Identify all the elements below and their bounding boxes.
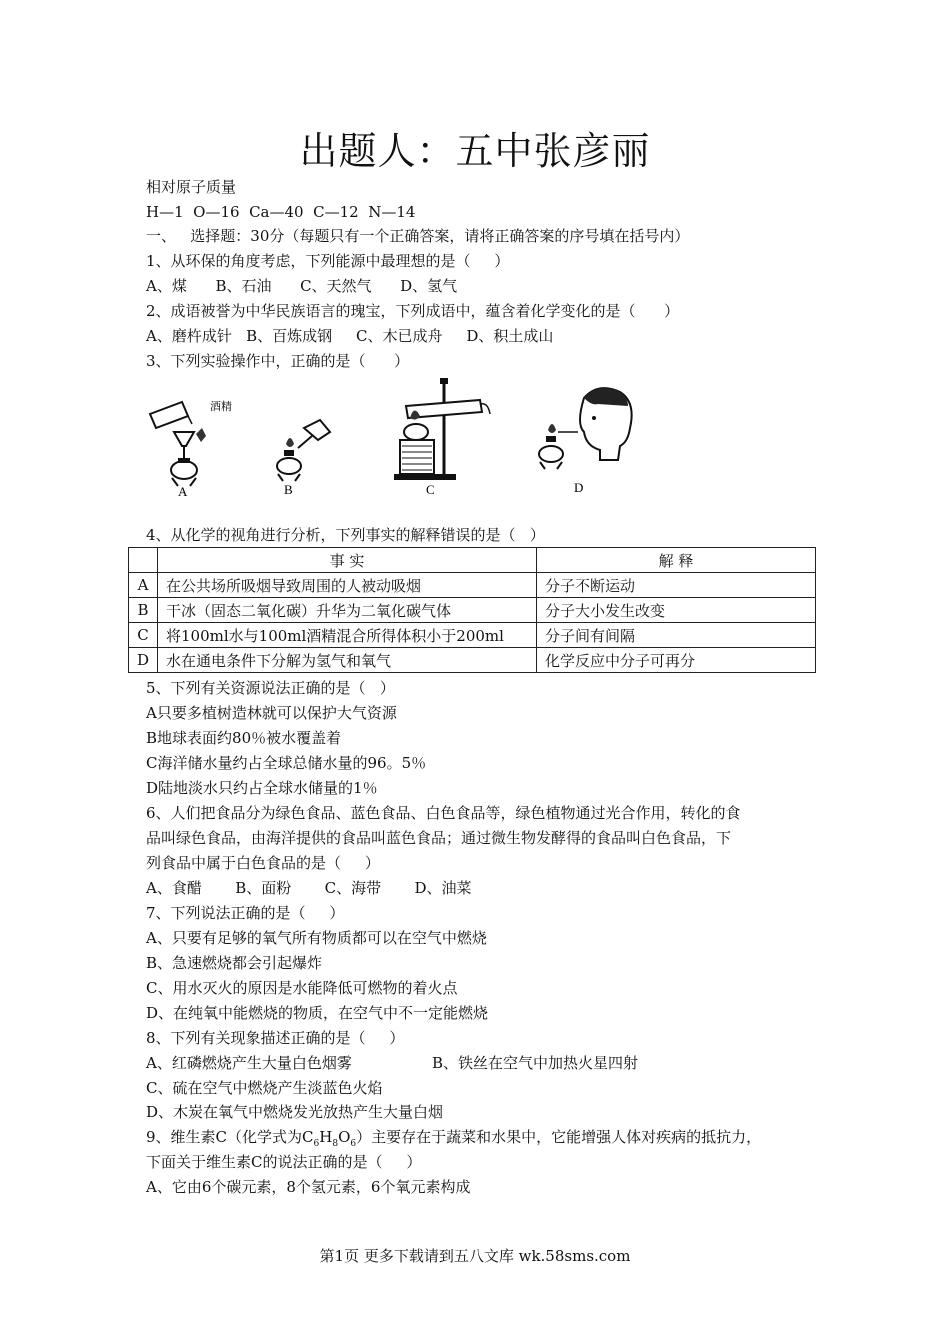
question-5-option-b: B地球表面约80％被水覆盖着 <box>146 729 342 747</box>
table-header-row <box>129 548 816 573</box>
question-7-option-d: D、在纯氧中能燃烧的物质，在空气中不一定能燃烧 <box>146 1004 489 1022</box>
row-index: B <box>129 598 158 623</box>
lab-operations-figure <box>144 374 644 502</box>
question-4: 4、从化学的视角进行分析，下列事实的解释错误的是（ ） <box>146 526 545 544</box>
question-1: 1、从环保的角度考虑，下列能源中最理想的是（ ） <box>146 252 510 270</box>
question-6-line-1: 6、人们把食品分为绿色食品、蓝色食品、白色食品等，绿色植物通过光合作用，转化的食 <box>146 804 741 822</box>
q9-sub-o: 6 <box>350 1139 357 1149</box>
atomic-mass-values: H—1 O—16 Ca—40 C—12 N—14 <box>146 203 416 221</box>
table-header-index <box>129 548 158 573</box>
section-heading: 一、 选择题：30分（每题只有一个正确答案，请将正确答案的序号填在括号内） <box>146 227 690 245</box>
question-6-line-3: 列食品中属于白色食品的是（ ） <box>146 854 380 872</box>
row-index: D <box>129 648 158 673</box>
figure-d-blowing-out-lamp <box>539 388 632 495</box>
row-fact: 干冰（固态二氧化碳）升华为二氧化碳气体 <box>158 598 537 623</box>
question-5-option-a: A只要多植树造林就可以保护大气资源 <box>146 704 397 722</box>
figure-a-pouring-alcohol <box>150 399 232 499</box>
figure-c-heating-test-tube <box>394 378 490 497</box>
table-header-explain: 解 释 <box>537 548 816 573</box>
row-explain: 分子大小发生改变 <box>537 598 816 623</box>
q9-sub-h: 8 <box>332 1139 339 1149</box>
table-row <box>129 573 816 598</box>
row-index: C <box>129 623 158 648</box>
question-9-line-2: 下面关于维生素C的说法正确的是（ ） <box>146 1153 422 1171</box>
table-row <box>129 648 816 673</box>
question-7-option-a: A、只要有足够的氧气所有物质都可以在空气中燃烧 <box>146 929 487 947</box>
row-explain: 分子间有间隔 <box>537 623 816 648</box>
q9-text-post: ）主要存在于蔬菜和水果中，它能增强人体对疾病的抵抗力， <box>356 1128 762 1146</box>
row-explain: 分子不断运动 <box>537 573 816 598</box>
table-row <box>129 598 816 623</box>
q9-sub-c: 6 <box>313 1139 320 1149</box>
question-8: 8、下列有关现象描述正确的是（ ） <box>146 1029 405 1047</box>
figure-label-c: C <box>426 482 435 497</box>
question-6-line-2: 品叫绿色食品，由海洋提供的食品叫蓝色食品；通过微生物发酵得的食品叫白色食品，下 <box>146 829 732 847</box>
q9-h: H <box>319 1128 333 1146</box>
question-3: 3、下列实验操作中，正确的是（ ） <box>146 352 410 370</box>
question-1-options: A、煤 B、石油 C、天然气 D、氢气 <box>146 277 458 295</box>
question-8-option-b: B、铁丝在空气中加热火星四射 <box>432 1054 639 1072</box>
question-8-option-c: C、硫在空气中燃烧产生淡蓝色火焰 <box>146 1079 383 1097</box>
atomic-mass-heading: 相对原子质量 <box>146 178 237 196</box>
row-explain: 化学反应中分子可再分 <box>537 648 816 673</box>
row-fact: 将100ml水与100ml酒精混合所得体积小于200ml <box>158 623 537 648</box>
figure-label-a: A <box>178 484 188 499</box>
page-title: 出题人：五中张彦丽 <box>299 129 651 173</box>
question-9-option-a: A、它由6个碳元素，8个氢元素，6个氧元素构成 <box>146 1178 471 1196</box>
question-8-option-a: A、红磷燃烧产生大量白色烟雾 <box>146 1054 352 1072</box>
question-2-options: A、磨杵成针 B、百炼成钢 C、木已成舟 D、积土成山 <box>146 327 554 345</box>
facts-table <box>128 547 816 673</box>
question-7-option-c: C、用水灭火的原因是水能降低可燃物的着火点 <box>146 979 458 997</box>
question-8-option-d: D、木炭在氧气中燃烧发光放热产生大量白烟 <box>146 1103 444 1121</box>
question-7-option-b: B、急速燃烧都会引起爆炸 <box>146 954 323 972</box>
q9-o: O <box>338 1128 351 1146</box>
figure-label-b: B <box>284 482 293 497</box>
question-6-options: A、食醋 B、面粉 C、海带 D、油菜 <box>146 879 472 897</box>
question-5-option-c: C海洋储水量约占全球总储水量的96。5％ <box>146 754 427 772</box>
row-index: A <box>129 573 158 598</box>
question-5: 5、下列有关资源说法正确的是（ ） <box>146 679 395 697</box>
figure-b-lighting-lamp <box>277 420 330 497</box>
question-5-option-d: D陆地淡水只约占全球水储量的1％ <box>146 779 378 797</box>
table-row <box>129 623 816 648</box>
alcohol-label: 酒精 <box>210 401 232 413</box>
row-fact: 在公共场所吸烟导致周围的人被动吸烟 <box>158 573 537 598</box>
row-fact: 水在通电条件下分解为氢气和氧气 <box>158 648 537 673</box>
question-2: 2、成语被誉为中华民族语言的瑰宝，下列成语中，蕴含着化学变化的是（ ） <box>146 302 680 320</box>
table-header-fact: 事 实 <box>158 548 537 573</box>
question-7: 7、下列说法正确的是（ ） <box>146 904 345 922</box>
figure-label-d: D <box>574 480 584 495</box>
page-footer: 第1页 更多下载请到五八文库 wk.58sms.com <box>319 1247 631 1265</box>
q9-text-pre: 9、维生素C（化学式为C <box>146 1128 314 1146</box>
